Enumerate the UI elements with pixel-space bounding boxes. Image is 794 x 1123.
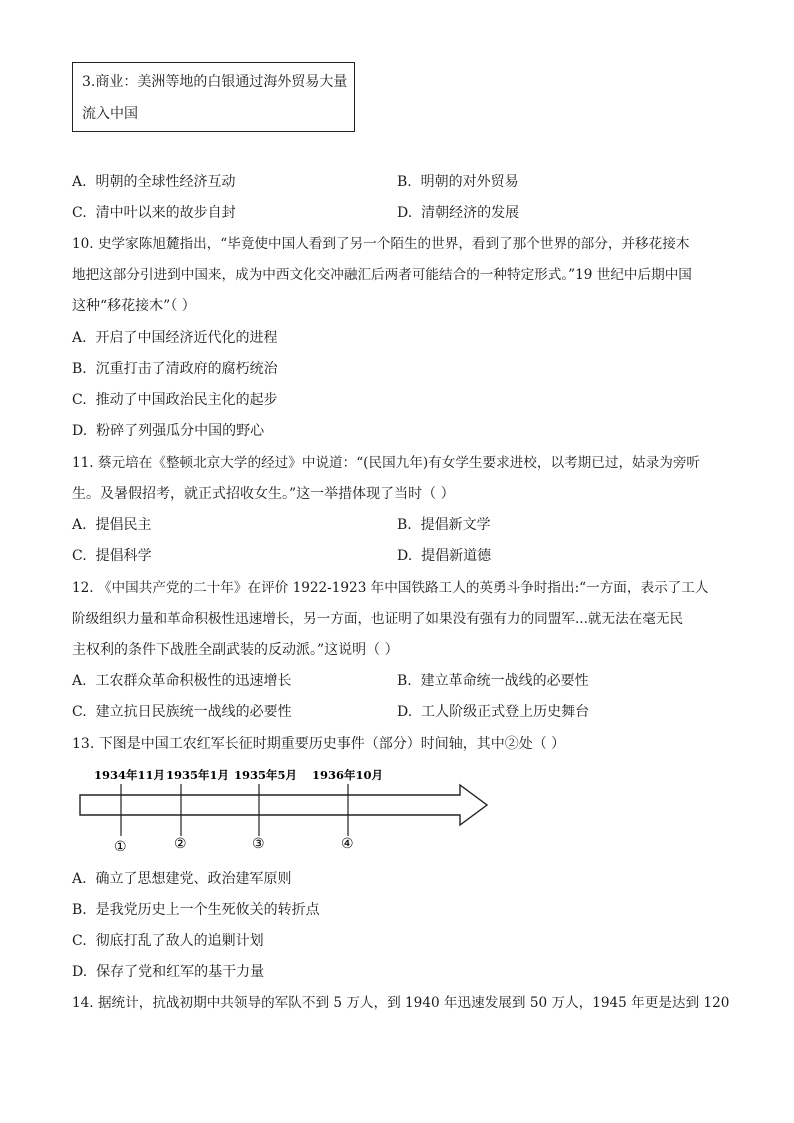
option-label: D. xyxy=(72,964,88,980)
option-label: A. xyxy=(72,330,87,346)
option-text: 明朝的全球性经济互动 xyxy=(95,174,236,190)
q12-option-b xyxy=(397,671,589,691)
timeline-date-3: 1935年5月 xyxy=(234,768,298,782)
option-label: C. xyxy=(72,704,87,720)
q9-option-d xyxy=(397,203,519,223)
q9-option-b xyxy=(397,172,519,192)
timeline-marker-3: ③ xyxy=(252,836,265,852)
option-label: D. xyxy=(72,423,88,439)
material-line-1: 3.商业：美洲等地的白银通过海外贸易大量 xyxy=(82,74,348,90)
option-text: 提倡新道德 xyxy=(421,548,492,564)
option-label: C. xyxy=(72,548,87,564)
option-label: A. xyxy=(72,673,87,689)
option-label: A. xyxy=(72,517,87,533)
option-label: B. xyxy=(72,902,87,918)
option-label: B. xyxy=(397,673,412,689)
option-text: 开启了中国经济近代化的进程 xyxy=(95,330,278,346)
q13-option-b xyxy=(72,900,320,920)
q10-stem-line-2: 地把这部分引进到中国来，成为中西文化交冲融汇后两者可能结合的一种特定形式。”19 世纪中后期中国 xyxy=(72,267,692,283)
q12-option-d xyxy=(397,702,589,722)
timeline-marker-2: ② xyxy=(174,836,187,852)
q11-option-b xyxy=(397,515,491,535)
q13-option-d xyxy=(72,962,264,982)
q10-stem-line-1: 10. 史学家陈旭麓指出，“毕竟使中国人看到了另一个陌生的世界，看到了那个世界的部分，并移花接木 xyxy=(72,236,690,252)
q10-stem-line-3: 这种“移花接木”（ ） xyxy=(72,298,196,314)
timeline-marker-1: ① xyxy=(114,839,127,855)
option-label: C. xyxy=(72,933,87,949)
option-text: 清朝经济的发展 xyxy=(421,205,520,221)
q12-option-c xyxy=(72,702,292,722)
option-text: 提倡科学 xyxy=(95,548,152,564)
q10-option-b xyxy=(72,359,278,379)
q13-stem-line-1: 13. 下图是中国工农红军长征时期重要历史事件（部分）时间轴，其中②处（ ） xyxy=(72,736,566,752)
q10-option-a xyxy=(72,328,277,348)
option-label: D. xyxy=(397,205,413,221)
option-label: B. xyxy=(397,517,412,533)
q9-option-c xyxy=(72,203,236,223)
q9-option-a xyxy=(72,172,235,192)
option-label: A. xyxy=(72,174,87,190)
timeline-date-1: 1934年11月 xyxy=(94,768,166,782)
timeline-arrow xyxy=(80,785,487,825)
option-label: C. xyxy=(72,205,87,221)
option-text: 沉重打击了清政府的腐朽统治 xyxy=(95,361,278,377)
option-text: 工人阶级正式登上历史舞台 xyxy=(421,704,590,720)
option-text: 工农群众革命积极性的迅速增长 xyxy=(95,673,292,689)
option-text: 确立了思想建党、政治建军原则 xyxy=(95,871,292,887)
option-text: 彻底打乱了敌人的追剿计划 xyxy=(95,933,264,949)
option-text: 建立抗日民族统一战线的必要性 xyxy=(95,704,292,720)
q12-stem-line-2: 阶级组织力量和革命积极性迅速增长，另一方面，也证明了如果没有强有力的同盟军...就无法在毫无民 xyxy=(72,611,684,627)
option-text: 明朝的对外贸易 xyxy=(420,174,519,190)
q11-option-d xyxy=(397,546,491,566)
q10-option-d xyxy=(72,421,264,441)
q11-stem-line-1: 11. 蔡元培在《整顿北京大学的经过》中说道：“(民国九年)有女学生要求进校，以考期已过，姑录为旁听 xyxy=(72,455,701,471)
timeline-marker-4: ④ xyxy=(341,836,354,852)
q10-option-c xyxy=(72,390,278,410)
q12-option-a xyxy=(72,671,291,691)
q13-option-c xyxy=(72,931,264,951)
option-text: 推动了中国政治民主化的起步 xyxy=(95,392,278,408)
option-text: 是我党历史上一个生死攸关的转折点 xyxy=(95,902,320,918)
option-label: C. xyxy=(72,392,87,408)
option-label: B. xyxy=(72,361,87,377)
q13-option-a xyxy=(72,869,291,889)
q12-stem-line-3: 主权利的条件下战胜全副武装的反动派。”这说明（ ） xyxy=(72,642,399,658)
option-text: 清中叶以来的故步自封 xyxy=(95,205,236,221)
option-label: B. xyxy=(397,174,412,190)
q11-option-c xyxy=(72,546,152,566)
option-label: A. xyxy=(72,871,87,887)
q11-option-a xyxy=(72,515,151,535)
option-label: D. xyxy=(397,548,413,564)
q11-stem-line-2: 生。及暑假招考，就正式招收女生。”这一举措体现了当时（ ） xyxy=(72,486,455,502)
material-line-2: 流入中国 xyxy=(82,106,138,122)
option-text: 建立革命统一战线的必要性 xyxy=(420,673,589,689)
timeline-figure xyxy=(70,764,500,856)
option-text: 提倡民主 xyxy=(95,517,152,533)
option-text: 保存了党和红军的基干力量 xyxy=(96,964,265,980)
option-text: 提倡新文学 xyxy=(420,517,491,533)
q14-stem-line-1: 14. 据统计，抗战初期中共领导的军队不到 5 万人，到 1940 年迅速发展到 50 万人，1945 年更是达到 120 xyxy=(72,995,730,1011)
option-label: D. xyxy=(397,704,413,720)
timeline-date-2: 1935年1月 xyxy=(166,768,230,782)
timeline-date-4: 1936年10月 xyxy=(312,768,384,782)
option-text: 粉碎了列强瓜分中国的野心 xyxy=(96,423,265,439)
q12-stem-line-1: 12. 《中国共产党的二十年》在评价 1922-1923 年中国铁路工人的英勇斗争时指出:“一方面，表示了工人 xyxy=(72,580,709,596)
